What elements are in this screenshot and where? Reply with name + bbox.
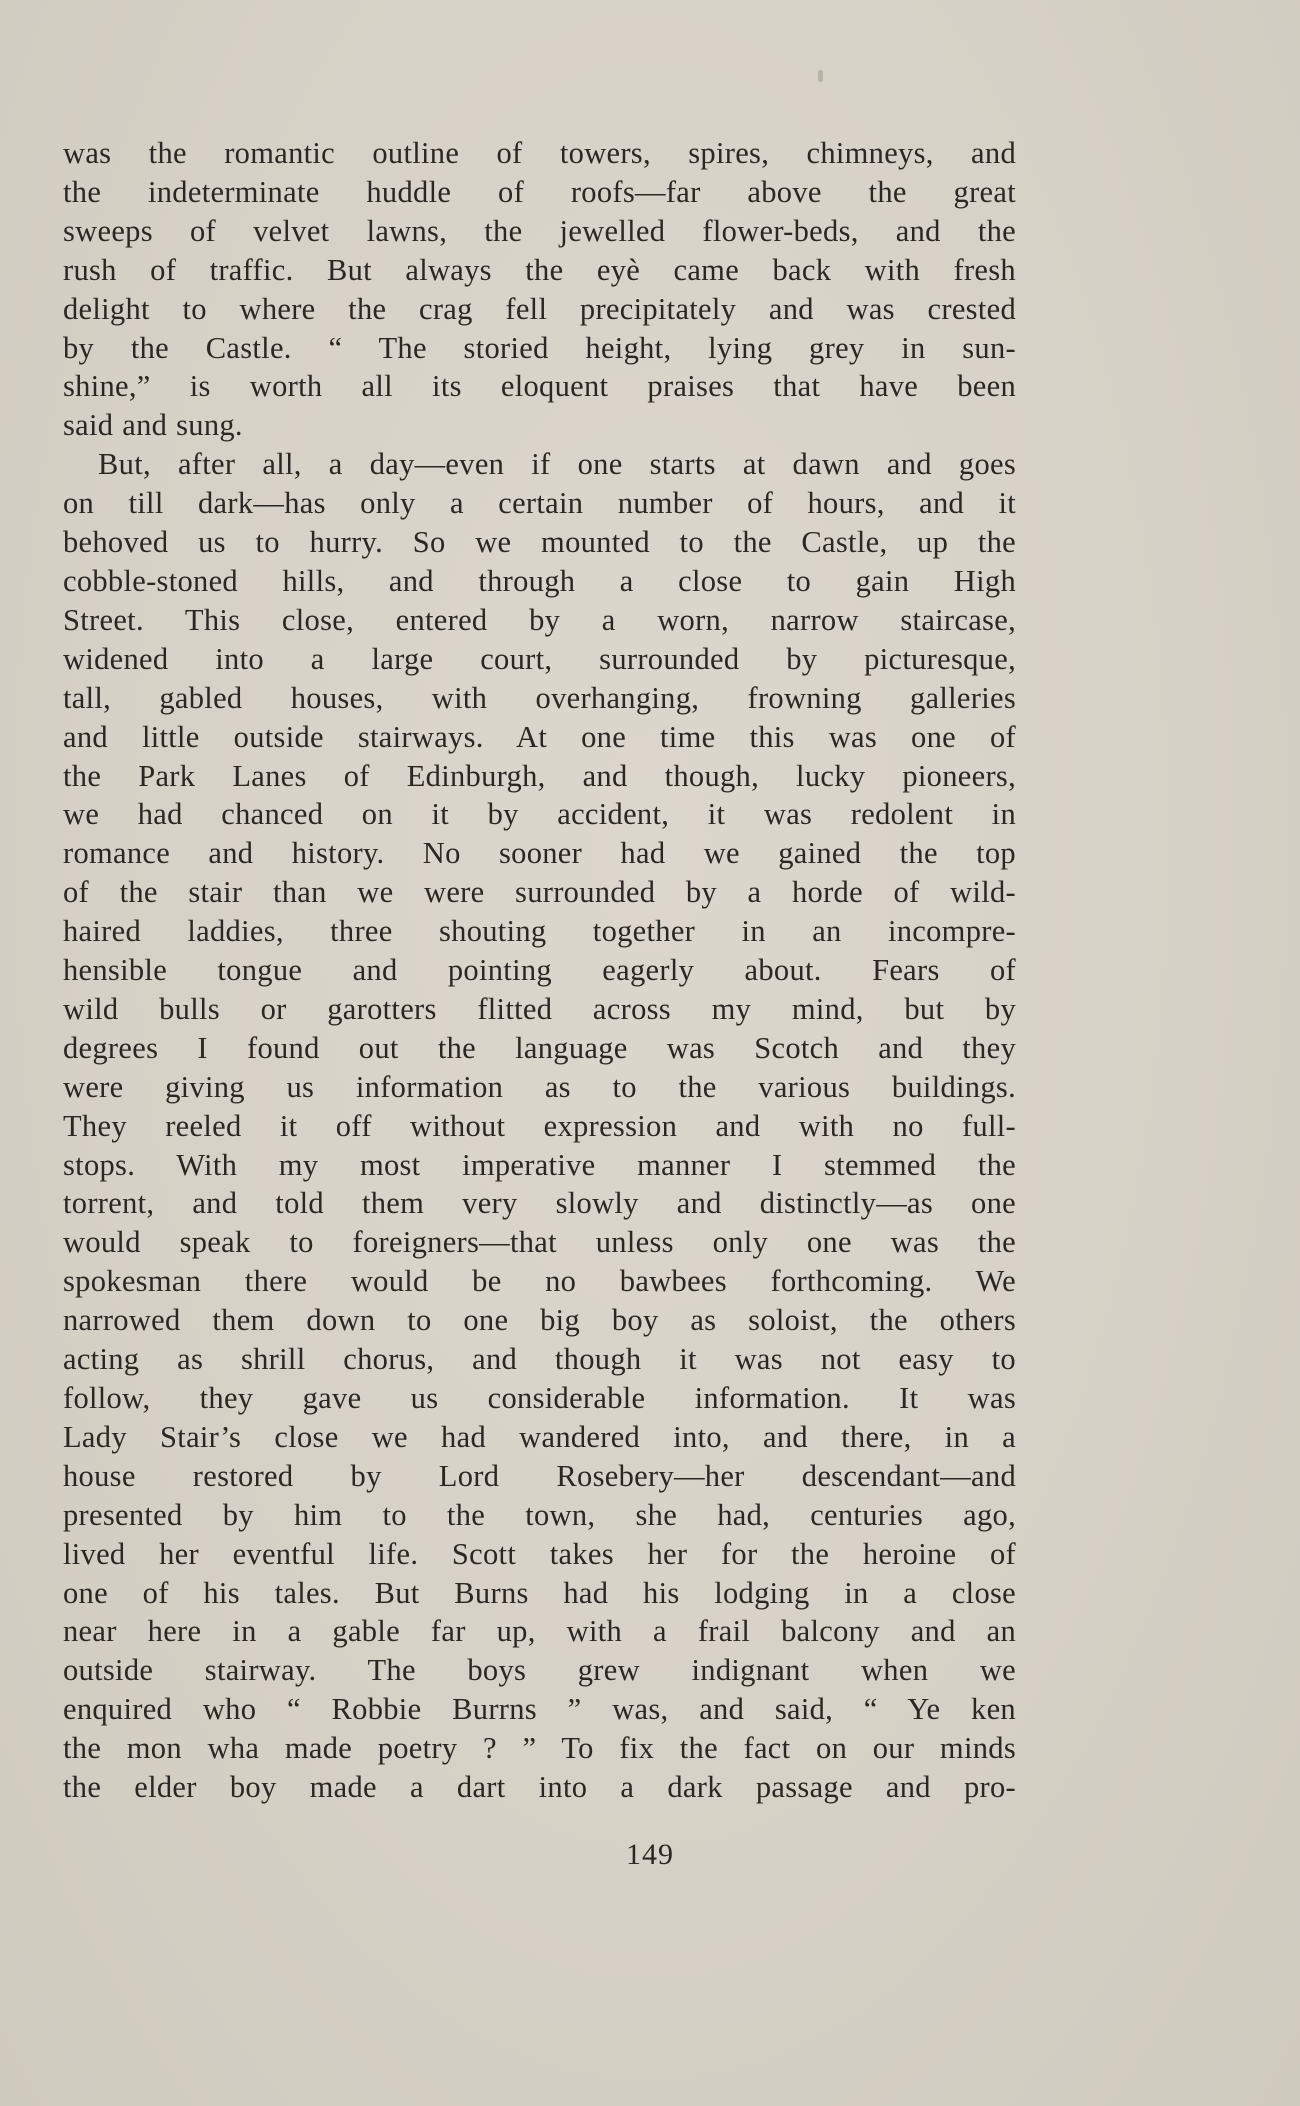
text-line: romance and history. No sooner had we gained the top <box>63 836 1016 871</box>
text-line: They reeled it off without expression and with no full- <box>63 1108 1016 1143</box>
text-line: the Park Lanes of Edinburgh, and though, lucky pioneers, <box>63 758 1016 793</box>
text-line: sweeps of velvet lawns, the jewelled flower-beds, and the <box>63 213 1016 248</box>
text-line: were giving us information as to the various buildings. <box>63 1069 1016 1104</box>
text-line: said and sung. <box>63 408 243 443</box>
text-line: would speak to foreigners—that unless only one was the <box>63 1225 1016 1260</box>
text-line: of the stair than we were surrounded by a horde of wild- <box>63 875 1016 910</box>
text-line: degrees I found out the language was Scotch and they <box>63 1030 1016 1065</box>
text-line: behoved us to hurry. So we mounted to the Castle, up the <box>63 525 1016 560</box>
text-line: wild bulls or garotters flitted across my mind, but by <box>63 991 1016 1026</box>
text-line: torrent, and told them very slowly and distinctly—as one <box>63 1186 1016 1221</box>
text-line: on till dark—has only a certain number of hours, and it <box>63 486 1016 521</box>
text-line: the indeterminate huddle of roofs—far above the great <box>63 174 1016 209</box>
text-line: delight to where the crag fell precipitately and was crested <box>63 291 1016 326</box>
text-line: Lady Stair’s close we had wandered into, and there, in a <box>63 1419 1016 1454</box>
text-line: outside stairway. The boys grew indignant when we <box>63 1653 1016 1688</box>
text-line: stops. With my most imperative manner I stemmed the <box>63 1147 1016 1182</box>
text-line: one of his tales. But Burns had his lodging in a close <box>63 1575 1016 1610</box>
text-line: lived her eventful life. Scott takes her for the heroine of <box>63 1536 1016 1571</box>
text-line: enquired who “ Robbie Burrns ” was, and said, “ Ye ken <box>63 1692 1016 1727</box>
text-line: tall, gabled houses, with overhanging, frowning galleries <box>63 680 1016 715</box>
text-line: presented by him to the town, she had, centuries ago, <box>63 1497 1016 1532</box>
text-line: near here in a gable far up, with a frail balcony and an <box>63 1614 1016 1649</box>
text-line: Street. This close, entered by a worn, narrow staircase, <box>63 602 1016 637</box>
text-line: was the romantic outline of towers, spires, chimneys, and <box>63 136 1016 170</box>
paper-speck <box>818 70 823 82</box>
text-line: shine,” is worth all its eloquent praises that have been <box>63 369 1016 404</box>
text-line: narrowed them down to one big boy as soloist, the others <box>63 1303 1016 1338</box>
text-line: haired laddies, three shouting together in an incompre- <box>63 914 1016 949</box>
text-line: by the Castle. “ The storied height, lying grey in sun- <box>63 330 1016 365</box>
text-line: But, after all, a day—even if one starts at dawn and goes <box>98 447 1016 482</box>
text-line: the mon wha made poetry ? ” To fix the fact on our minds <box>63 1731 1016 1766</box>
text-line: cobble-stoned hills, and through a close to gain High <box>63 563 1016 598</box>
text-line: spokesman there would be no bawbees forthcoming. We <box>63 1264 1016 1299</box>
text-line: the elder boy made a dart into a dark passage and pro- <box>63 1770 1016 1805</box>
text-line: house restored by Lord Rosebery—her descendant—and <box>63 1458 1016 1493</box>
page-number: 149 <box>626 1838 674 1871</box>
text-line: acting as shrill chorus, and though it was not easy to <box>63 1342 1016 1377</box>
text-line: follow, they gave us considerable information. It was <box>63 1381 1016 1415</box>
text-line: hensible tongue and pointing eagerly about. Fears of <box>63 953 1016 988</box>
text-line: and little outside stairways. At one time this was one of <box>63 719 1016 754</box>
text-line: rush of traffic. But always the eyè came back with fresh <box>63 252 1016 287</box>
text-line: widened into a large court, surrounded by picturesque, <box>63 641 1016 676</box>
text-line: we had chanced on it by accident, it was redolent in <box>63 797 1016 832</box>
body-text <box>63 134 1016 1807</box>
